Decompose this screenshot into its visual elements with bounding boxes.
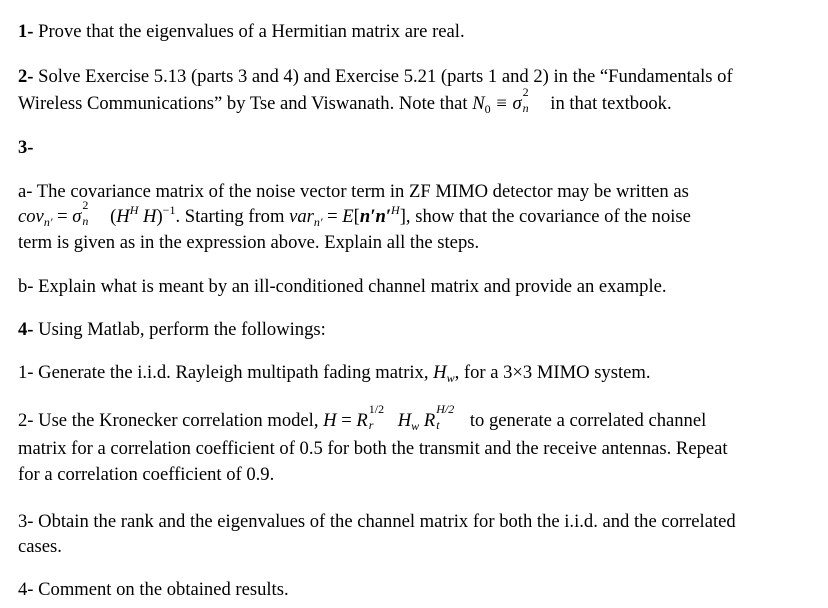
question-1 [18,18,465,45]
question-3a-text-4: term is given as in the expression above. Explain all the steps. [18,232,480,253]
question-4-part-3-line-1 [18,508,736,535]
noise-equivalence-formula: $N_0 \equiv \sigma$ 2 n [472,85,529,116]
question-2-line-2 [18,85,672,117]
question-4-part-2-line-1 [18,402,707,434]
question-4-part-2-text-1: 2- Use the Kronecker correlation model, [18,410,324,431]
question-4-part-4-text: 4- Comment on the obtained results. [18,579,289,600]
question-2-line-1 [18,63,733,90]
question-4-intro-text: Using Matlab, perform the followings: [33,319,326,340]
question-2-text-3: in that textbook. [545,93,672,114]
question-4-part-1 [18,359,651,386]
question-2-text-2: Wireless Communications” by Tse and Viswanath. Note that [18,93,473,114]
question-4-part-2-text-3: matrix for a correlation coefficient of 0.5 for both the transmit and the receive antennas. Repeat [18,438,728,459]
question-3a-line-2 [18,198,691,230]
question-4-part-4 [18,576,289,603]
question-3-heading [18,134,34,161]
question-1-text: Prove that the eigenvalues of a Hermitian matrix are real. [33,21,465,42]
question-2-number: 2- [18,66,34,87]
question-3b [18,273,667,300]
question-4-part-1-text-1: 1- Generate the i.i.d. Rayleigh multipath fading matrix, [18,362,434,383]
covariance-formula: cov$_{n'}$ = σ 2 n ($H^H$ H)$^{-1}$ [18,198,176,229]
question-3a-text-2: . Starting from [175,206,290,227]
question-4-part-3-text-1: 3- Obtain the rank and the eigenvalues of the channel matrix for both the i.i.d. and the correlated [18,511,736,532]
question-4-part-2-text-2: to generate a correlated channel [465,410,707,431]
question-1-number: 1- [18,21,34,42]
kronecker-formula: H = R 1/2 r $H_w$ R H/2 t [323,402,455,433]
question-4-intro [18,316,326,343]
question-3a-text-3: , show that the covariance of the noise [405,206,691,227]
question-2-text-1: Solve Exercise 5.13 (parts 3 and 4) and Exercise 5.21 (parts 1 and 2) in the “Fundamentals of [33,66,733,87]
question-3a-line-1 [18,178,689,205]
question-4-part-2-line-3 [18,461,274,488]
question-3a-line-3 [18,229,479,256]
question-3b-text: b- Explain what is meant by an ill-conditioned channel matrix and provide an example. [18,276,667,297]
question-3-number: 3- [18,137,34,158]
question-4-part-2-text-4: for a correlation coefficient of 0.9. [18,464,275,485]
question-4-part-2-line-2 [18,435,728,462]
question-4-part-3-line-2 [18,533,62,560]
question-4-part-3-text-2: cases. [18,536,62,557]
question-4-part-1-text-2: , for a 3×3 MIMO system. [454,362,651,383]
rayleigh-matrix-symbol: $H_w$ [433,362,455,385]
variance-formula: $var_{n'} = E[n'n'^H]$ [289,203,406,229]
question-3a-text-1: a- The covariance matrix of the noise vector term in ZF MIMO detector may be written as [18,181,689,202]
question-4-number: 4- [18,319,34,340]
